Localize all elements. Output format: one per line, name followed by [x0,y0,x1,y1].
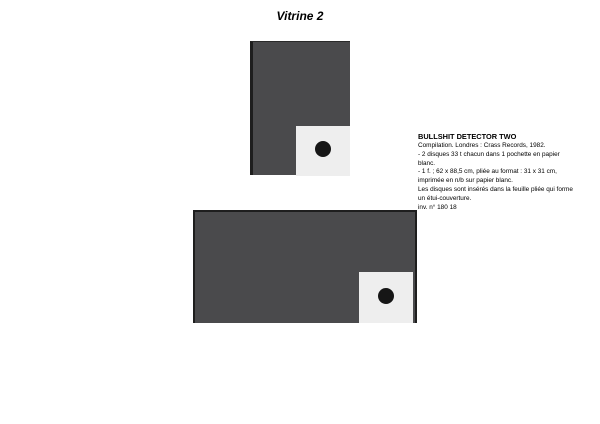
record-center-hole-top [315,141,331,157]
caption-line-inventory: inv. n° 180 18 [418,203,457,211]
caption-line-discs: - 2 disques 33 t chacun dans 1 pochette en papier blanc. [418,150,560,167]
caption-line-note: Les disques sont insérés dans la feuille pliée qui forme un étui-couverture. [418,185,573,202]
caption-line-sheet: - 1 f. ; 62 x 88,5 cm, pliée au format : 31 x 31 cm, imprimée en n/b sur papier blanc. [418,168,557,185]
item-caption [418,132,578,212]
caption-title: BULLSHIT DETECTOR TWO [418,132,517,141]
vitrine-title: Vitrine 2 [276,9,324,23]
record-center-hole-bottom [378,288,394,304]
caption-line-publication: Compilation. Londres : Crass Records, 1982. [418,142,546,149]
